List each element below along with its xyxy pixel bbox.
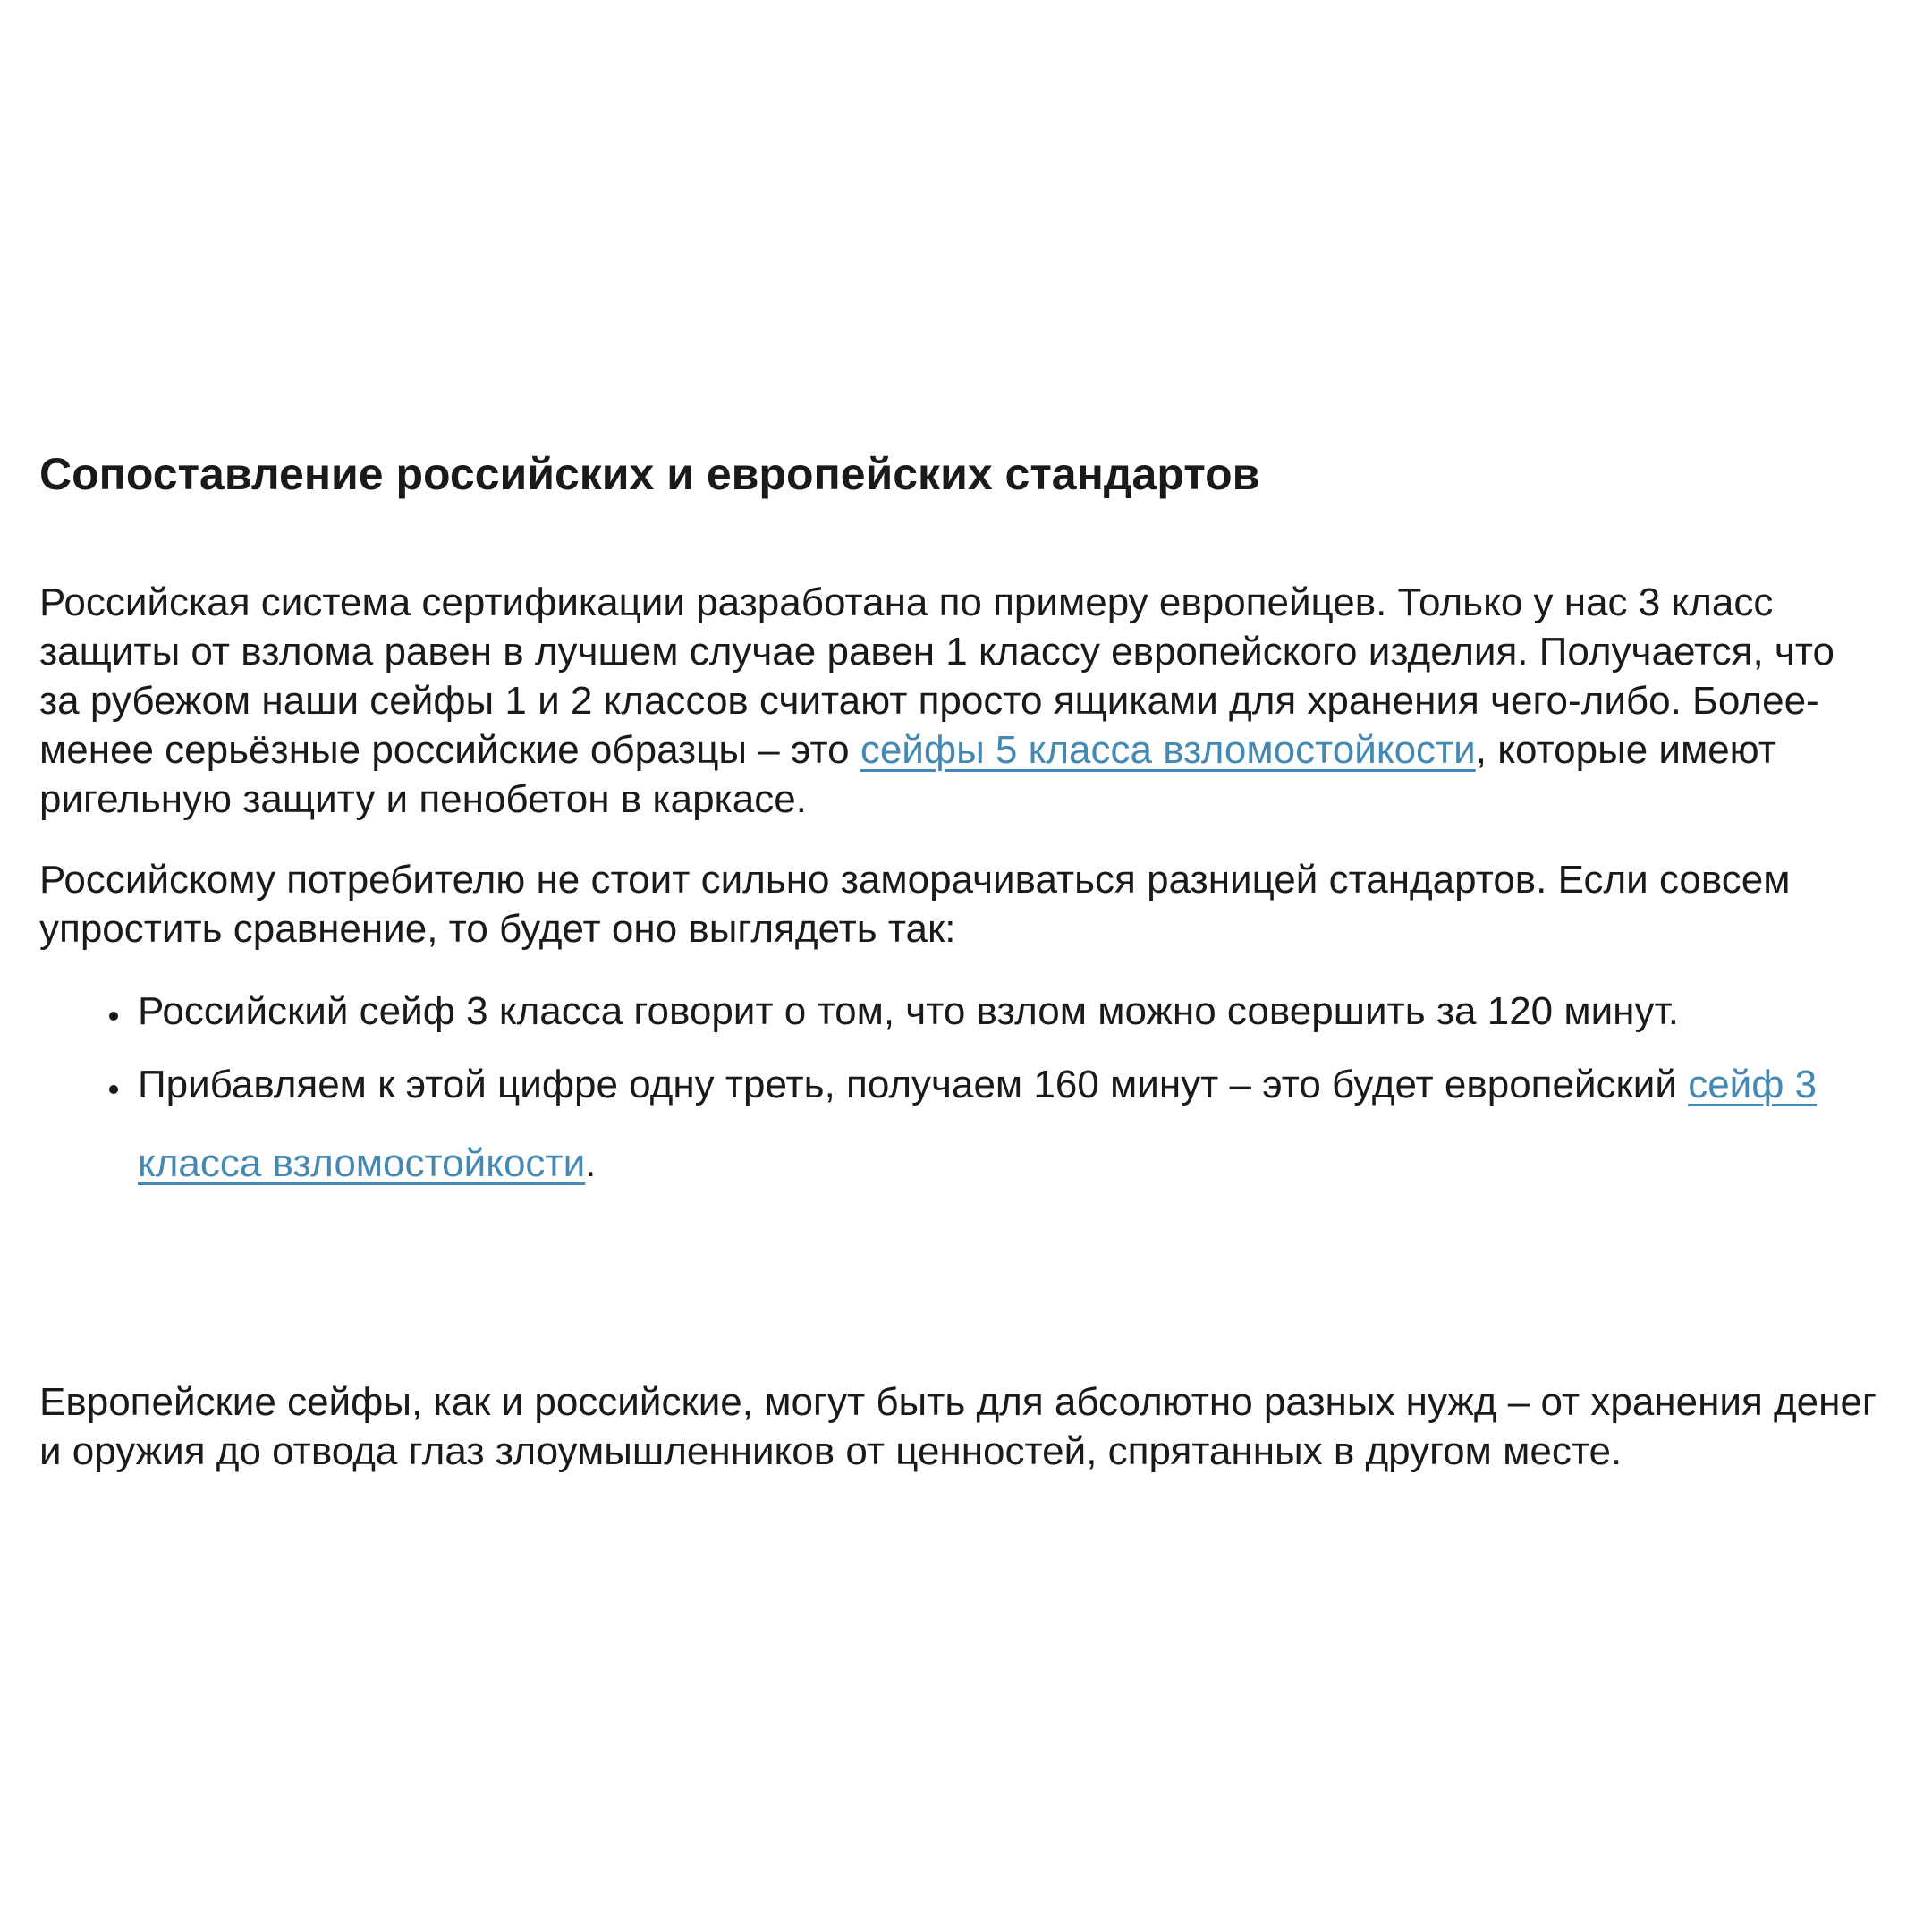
paragraph-comparison-intro: Российскому потребителю не стоит сильно заморачиваться разницей стандартов. Если совсем упростить сравнение, то будет оно выглядеть так:: [39, 858, 1791, 951]
list-item-european-safe-tail: .: [585, 1141, 597, 1185]
paragraph-certification: [39, 578, 1878, 824]
list-item-russian-safe: • Российский сейф 3 класса говорит о том, что взлом можно совершить за 120 минут.: [132, 987, 1878, 1036]
paragraph-certification-text: Российская система сертификации разработана по примеру европейцев. Только у нас 3 класс защиты от взлома равен в лучшем случае равен 1 классу европейского изделия. Получается, что за рубежом наши сейфы 1 и 2 классов считают просто ящиками для хранения чего-либо. Более-менее серьёзные российские образцы – это: [39, 580, 1835, 772]
article-heading: Сопоставление российских и европейских стандартов: [39, 449, 1260, 499]
article-body: [39, 447, 1878, 1476]
paragraph-certification-tail: , которые имеют ригельную защиту и пенобетон в каркасе.: [39, 728, 1776, 821]
link-safes-class5[interactable]: сейфы 5 класса взломостойкости: [860, 728, 1476, 772]
comparison-list: [39, 987, 1878, 1203]
paragraph-european-safes: Европейские сейфы, как и российские, могут быть для абсолютно разных нужд – от хранения денег и оружия до отвода глаз злоумышленников от ценностей, спрятанных в другом месте.: [39, 1380, 1877, 1473]
list-item-european-safe-text: Прибавляем к этой цифре одну треть, получаем 160 минут – это будет европейский: [138, 1063, 1689, 1106]
empty-space: [39, 1203, 1878, 1377]
link-safe-class3[interactable]: сейф 3 класса взломостойкости: [138, 1063, 1818, 1185]
list-item-european-safe: [132, 1046, 1878, 1203]
